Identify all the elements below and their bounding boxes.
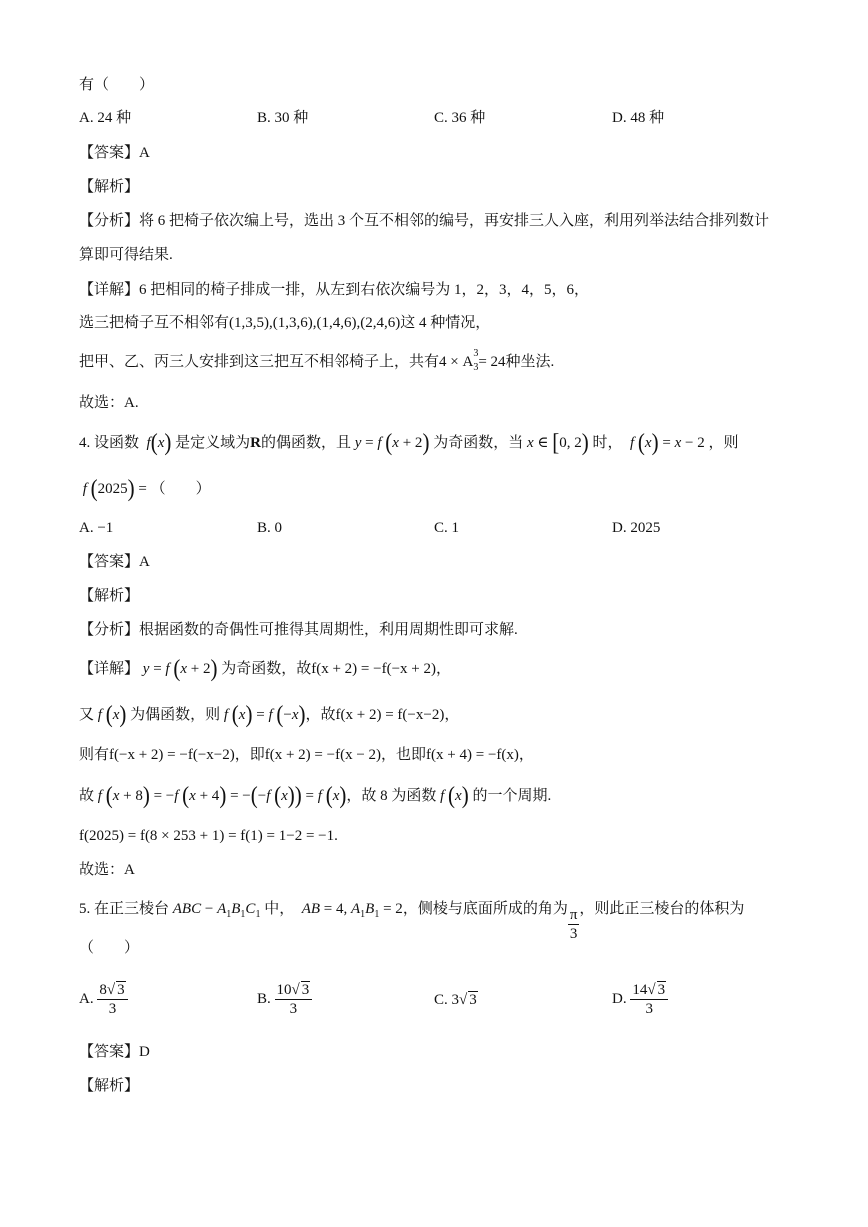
q5-b-num: 10: [276, 982, 292, 998]
q4-xj2-c: ，故: [305, 707, 336, 723]
q5-d-rad: 3: [657, 982, 666, 998]
q4-xj2-b: 为偶函数，则: [130, 707, 221, 723]
q5-option-c: C. 3√ 3: [434, 992, 477, 1008]
q3-xiangjie-line3: 把甲、乙、丙三人安排到这三把互不相邻椅子上，共有4 × A $_{3 3}$= 24种坐法.: [79, 348, 555, 373]
q4-choose: 故选：A: [79, 862, 135, 878]
q4-xiangjie-line3: 则有f(−x + 2) = −f(−x−2)，即f(x + 2) = −f(x − 2)，也即f(x + 4) = −f(x)，: [79, 747, 534, 763]
q4-xj2-eq: f(x + 2) = f(−x−2)，: [335, 707, 460, 723]
q4-stem-r: R: [250, 435, 261, 451]
q5-option-b: B. $\frac{10√ 3}{3}$: [257, 981, 312, 1018]
q3-choose: 故选：A.: [79, 395, 139, 411]
q3-option-d: D. 48 种: [612, 110, 665, 126]
q5-c-rad: 3: [469, 992, 477, 1008]
q3-xj3-text: 把甲、乙、丙三人安排到这三把互不相邻椅子上，共有: [79, 354, 440, 370]
q4-stem-d: 时，: [592, 435, 623, 451]
q4-xj1-mid: 为奇函数，故: [221, 661, 312, 677]
q5-c-coef: 3: [451, 992, 460, 1008]
q4-xj4-c: 的一个周期.: [472, 788, 552, 804]
q5-option-c-label: C.: [434, 992, 448, 1008]
q4-stem-c: 为奇函数，当: [433, 435, 524, 451]
q3-xiangjie-line2: 选三把椅子互不相邻有(1,3,5),(1,3,6),(1,4,6),(2,4,6)这 4 种情况，: [79, 315, 491, 331]
q3-xj3-perm: 4 × A: [439, 354, 474, 370]
q4-xj1-label: 【详解】: [79, 661, 140, 677]
q5-d-den: 3: [645, 1001, 653, 1017]
q4-stem-a: 是定义域为: [175, 435, 251, 451]
q4-xj4-a: 故: [79, 788, 95, 804]
q4-stem-tail: （ ）: [150, 481, 211, 497]
q4-xiangjie-line4: 故 f (x + 8) = −f (x + 4) = −(−f (x)) = f (x)，故 8 为函数 f (x) 的一个周期.: [79, 781, 552, 809]
q4-option-c: C. 1: [434, 520, 460, 536]
q5-option-d: D. $\frac{14√ 3}{3}$: [612, 981, 668, 1018]
q4-option-a: A. −1: [79, 520, 114, 536]
q4-option-d: D. 2025: [612, 520, 661, 536]
header-line: 有（ ）: [79, 77, 155, 93]
q5-analysis-label: 【解析】: [79, 1078, 140, 1094]
q5-a-den: 3: [108, 1001, 117, 1017]
q5-stem-a: 5. 在正三棱台: [79, 901, 170, 917]
q5-option-a-label: A.: [79, 990, 94, 1007]
q5-option-d-label: D.: [612, 990, 627, 1007]
q4-xiangjie-line5: f(2025) = f(8 × 253 + 1) = f(1) = 1−2 = −1.: [79, 828, 338, 844]
q5-d-num: 14: [632, 982, 648, 998]
q3-xiangjie-line1: 【详解】6 把相同的椅子排成一排，从左到右依次编号为 1，2，3，4，5，6，: [79, 282, 590, 298]
q5-a-rad: 3: [117, 982, 125, 998]
q4-stem-e: ，则: [708, 435, 739, 451]
q4-fenxi: 【分析】根据函数的奇偶性可推得其周期性，利用周期性即可求解.: [79, 622, 518, 638]
q4-stem-line1: 4. 设函数 f(x) 是定义域为R的偶函数，且 y = f (x + 2) 为奇函数，当 x ∈ [0, 2) 时， f (x) = x − 2 ，则: [79, 428, 739, 456]
q4-num: 4. 设函数: [79, 435, 140, 451]
q4-stem-b: 的偶函数，且: [260, 435, 351, 451]
q3-option-a: A. 24 种: [79, 110, 132, 126]
q5-answer: 【答案】D: [79, 1044, 150, 1060]
q4-xiangjie-line1: 【详解】 y = f (x + 2) 为奇函数，故f(x + 2) = −f(−x + 2)，: [79, 654, 452, 682]
q4-answer: 【答案】A: [79, 554, 150, 570]
q5-b-rad: 3: [301, 982, 310, 998]
q5-option-b-label: B.: [257, 990, 271, 1007]
q5-a-num: 8: [99, 982, 107, 998]
q5-b-den: 3: [289, 1001, 298, 1017]
q5-stem-d: ，则此正三棱台的体积为: [579, 901, 745, 917]
q4-xj1-eq: f(x + 2) = −f(−x + 2)，: [311, 661, 452, 677]
q4-xiangjie-line2: 又 f (x) 为偶函数，则 f (x) = f (−x)，故f(x + 2) = f(−x−2)，: [79, 700, 460, 728]
q3-xj3-result: = 24种坐法.: [478, 354, 555, 370]
q4-xj4-b: ，故 8 为函数: [346, 788, 437, 804]
q4-analysis-label: 【解析】: [79, 588, 140, 604]
q3-answer: 【答案】A: [79, 145, 150, 161]
q3-fenxi-line2: 算即可得结果.: [79, 247, 173, 263]
q3-fenxi-line1: 【分析】将 6 把椅子依次编上号，选出 3 个互不相邻的编号，再安排三人入座，利用列举法结合排列数计: [79, 213, 770, 229]
q5-stem-line1: 5. 在正三棱台 ABC − $A_1B_1C_1$ 中， AB = 4, $A_1B_1 = 2$，侧棱与底面所成的角为 $\frac{\pi}{3}$ ，则此正三棱台的体积为: [79, 901, 745, 942]
q4-xj2-a: 又: [79, 707, 95, 723]
q3-analysis-label: 【解析】: [79, 179, 140, 195]
q3-option-c: C. 36 种: [434, 110, 486, 126]
q4-stem-line2: f (2025) = （ ）: [82, 474, 211, 502]
q5-option-a: A. $\frac{8√ 3}{3}$: [79, 981, 128, 1018]
q5-stem-line2: （ ）: [79, 940, 140, 956]
q4-option-b: B. 0: [257, 520, 283, 536]
q5-stem-b: 中，: [264, 901, 295, 917]
q3-option-b: B. 30 种: [257, 110, 309, 126]
q5-stem-c: ，侧棱与底面所成的角为: [402, 901, 568, 917]
